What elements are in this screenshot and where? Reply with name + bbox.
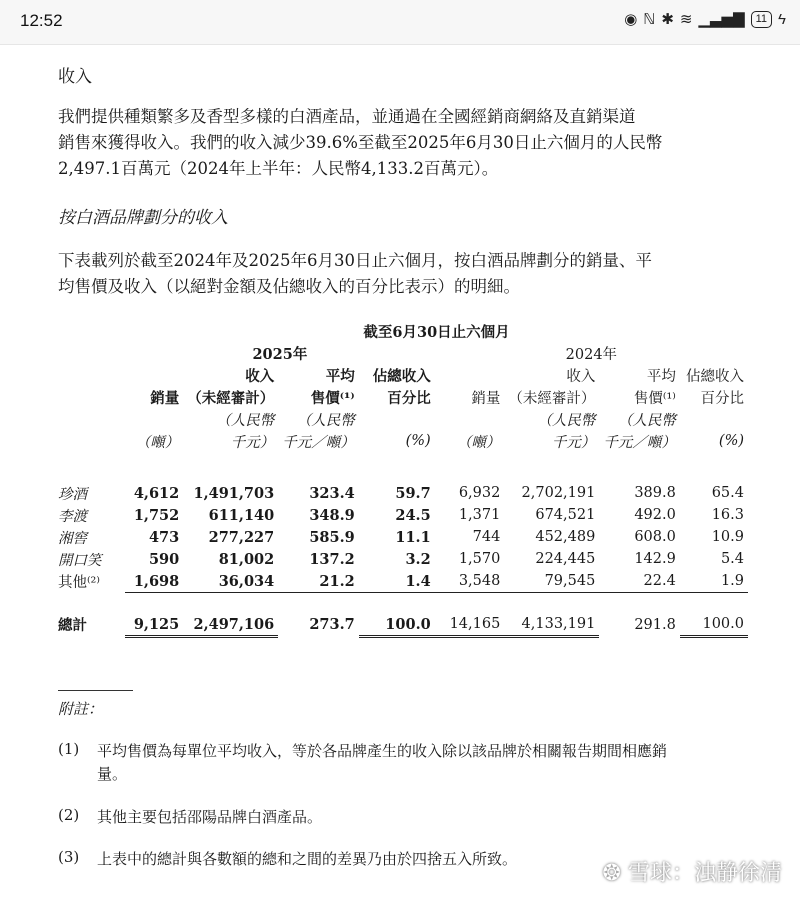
paragraph-1-line: 2,497.1百萬元（2024年上半年：人民幣4,133.2百萬元）。 — [58, 159, 499, 178]
note-2: 其他主要包括邵陽品牌白酒產品。 — [97, 808, 323, 826]
note-line: 平均售價為每單位平均收入，等於各品牌產生的收入除以該品牌於相關報告期間相應銷 — [97, 742, 668, 760]
table-row: 李渡 1,752 611,140 348.9 24.5 1,371 674,521 492.0 16.3 — [58, 506, 744, 525]
nfc-icon: ℕ — [643, 11, 656, 28]
table-row: 珍酒 4,612 1,491,703 323.4 59.7 6,932 2,702,191 389.8 65.4 — [58, 484, 744, 503]
paragraph-1-line: 我們提供種類繁多及香型多樣的白酒產品，並通過在全國經銷商網絡及直銷渠道 — [58, 107, 636, 126]
note-3-number: (3) — [58, 848, 80, 866]
charging-icon: ϟ — [778, 10, 786, 28]
table-row: 湘窖 473 277,227 585.9 11.1 744 452,489 608.0 10.9 — [58, 528, 744, 547]
note-2-number: (2) — [58, 806, 80, 824]
status-icons — [624, 10, 786, 28]
total-row: 總計 9,125 2,497,106 273.7 100.0 14,165 4,133,191 291.8 100.0 — [58, 613, 748, 637]
paragraph-2-line: 均售價及收入（以絕對金額及佔總收入的百分比表示）的明細。 — [58, 277, 520, 296]
period-header: 截至6月30日止六個月 — [363, 323, 510, 341]
status-divider — [0, 44, 800, 45]
status-bar — [0, 0, 800, 44]
note-1-number: (1) — [58, 740, 80, 758]
note-3: 上表中的總計與各數額的總和之間的差異乃由於四捨五入所致。 — [97, 850, 518, 868]
wifi-icon: ≋ — [679, 11, 693, 28]
paragraph-2-line: 下表載列於截至2024年及2025年6月30日止六個月，按白酒品牌劃分的銷量、平 — [58, 251, 652, 270]
xueqiu-logo-icon: ❂ — [602, 861, 621, 886]
status-time: 12:52 — [20, 11, 63, 30]
header-row: 銷量 （未經審計） 售價⁽¹⁾ 百分比 銷量 （未經審計） 售價⁽¹⁾ 百分比 — [150, 389, 744, 407]
watermark — [603, 856, 782, 887]
paragraph-1 — [58, 104, 662, 182]
header-row: （噸） 千元） 千元／噸） (%) （噸） 千元） 千元／噸） (%) — [135, 433, 744, 451]
paragraph-1-line: 銷售來獲得收入。我們的收入減少39.6%至截至2025年6月30日止六個月的人民幣 — [58, 133, 663, 152]
note-1 — [97, 740, 667, 786]
subheading: 按白酒品牌劃分的收入 — [58, 208, 228, 228]
notes-title: 附註： — [58, 700, 104, 718]
eye-icon: ◉ — [624, 11, 638, 28]
revenue-table — [58, 320, 748, 638]
section-heading: 收入 — [58, 67, 92, 87]
year-2024-header: 2024年 — [565, 346, 618, 363]
header-row: 收入 平均 佔總收入 收入 平均 佔總收入 — [245, 367, 744, 385]
notes-divider — [58, 690, 133, 691]
year-2025-header: 2025年 — [252, 345, 308, 363]
battery-icon: 11 — [751, 11, 772, 28]
signal-icon: ▁▃▅▇ — [698, 11, 745, 28]
watermark-text: 雪球：浊静徐清 — [627, 861, 782, 886]
header-row: （人民幣 （人民幣 （人民幣 （人民幣 — [216, 412, 676, 429]
note-line: 量。 — [97, 765, 128, 783]
paragraph-2 — [58, 248, 652, 300]
table-row: 其他⁽²⁾ 1,698 36,034 21.2 1.4 3,548 79,545 22.4 1.9 — [58, 570, 748, 593]
table-row: 開口笑 590 81,002 137.2 3.2 1,570 224,445 142.9 5.4 — [58, 550, 744, 569]
bluetooth-icon: ✱ — [661, 11, 674, 28]
